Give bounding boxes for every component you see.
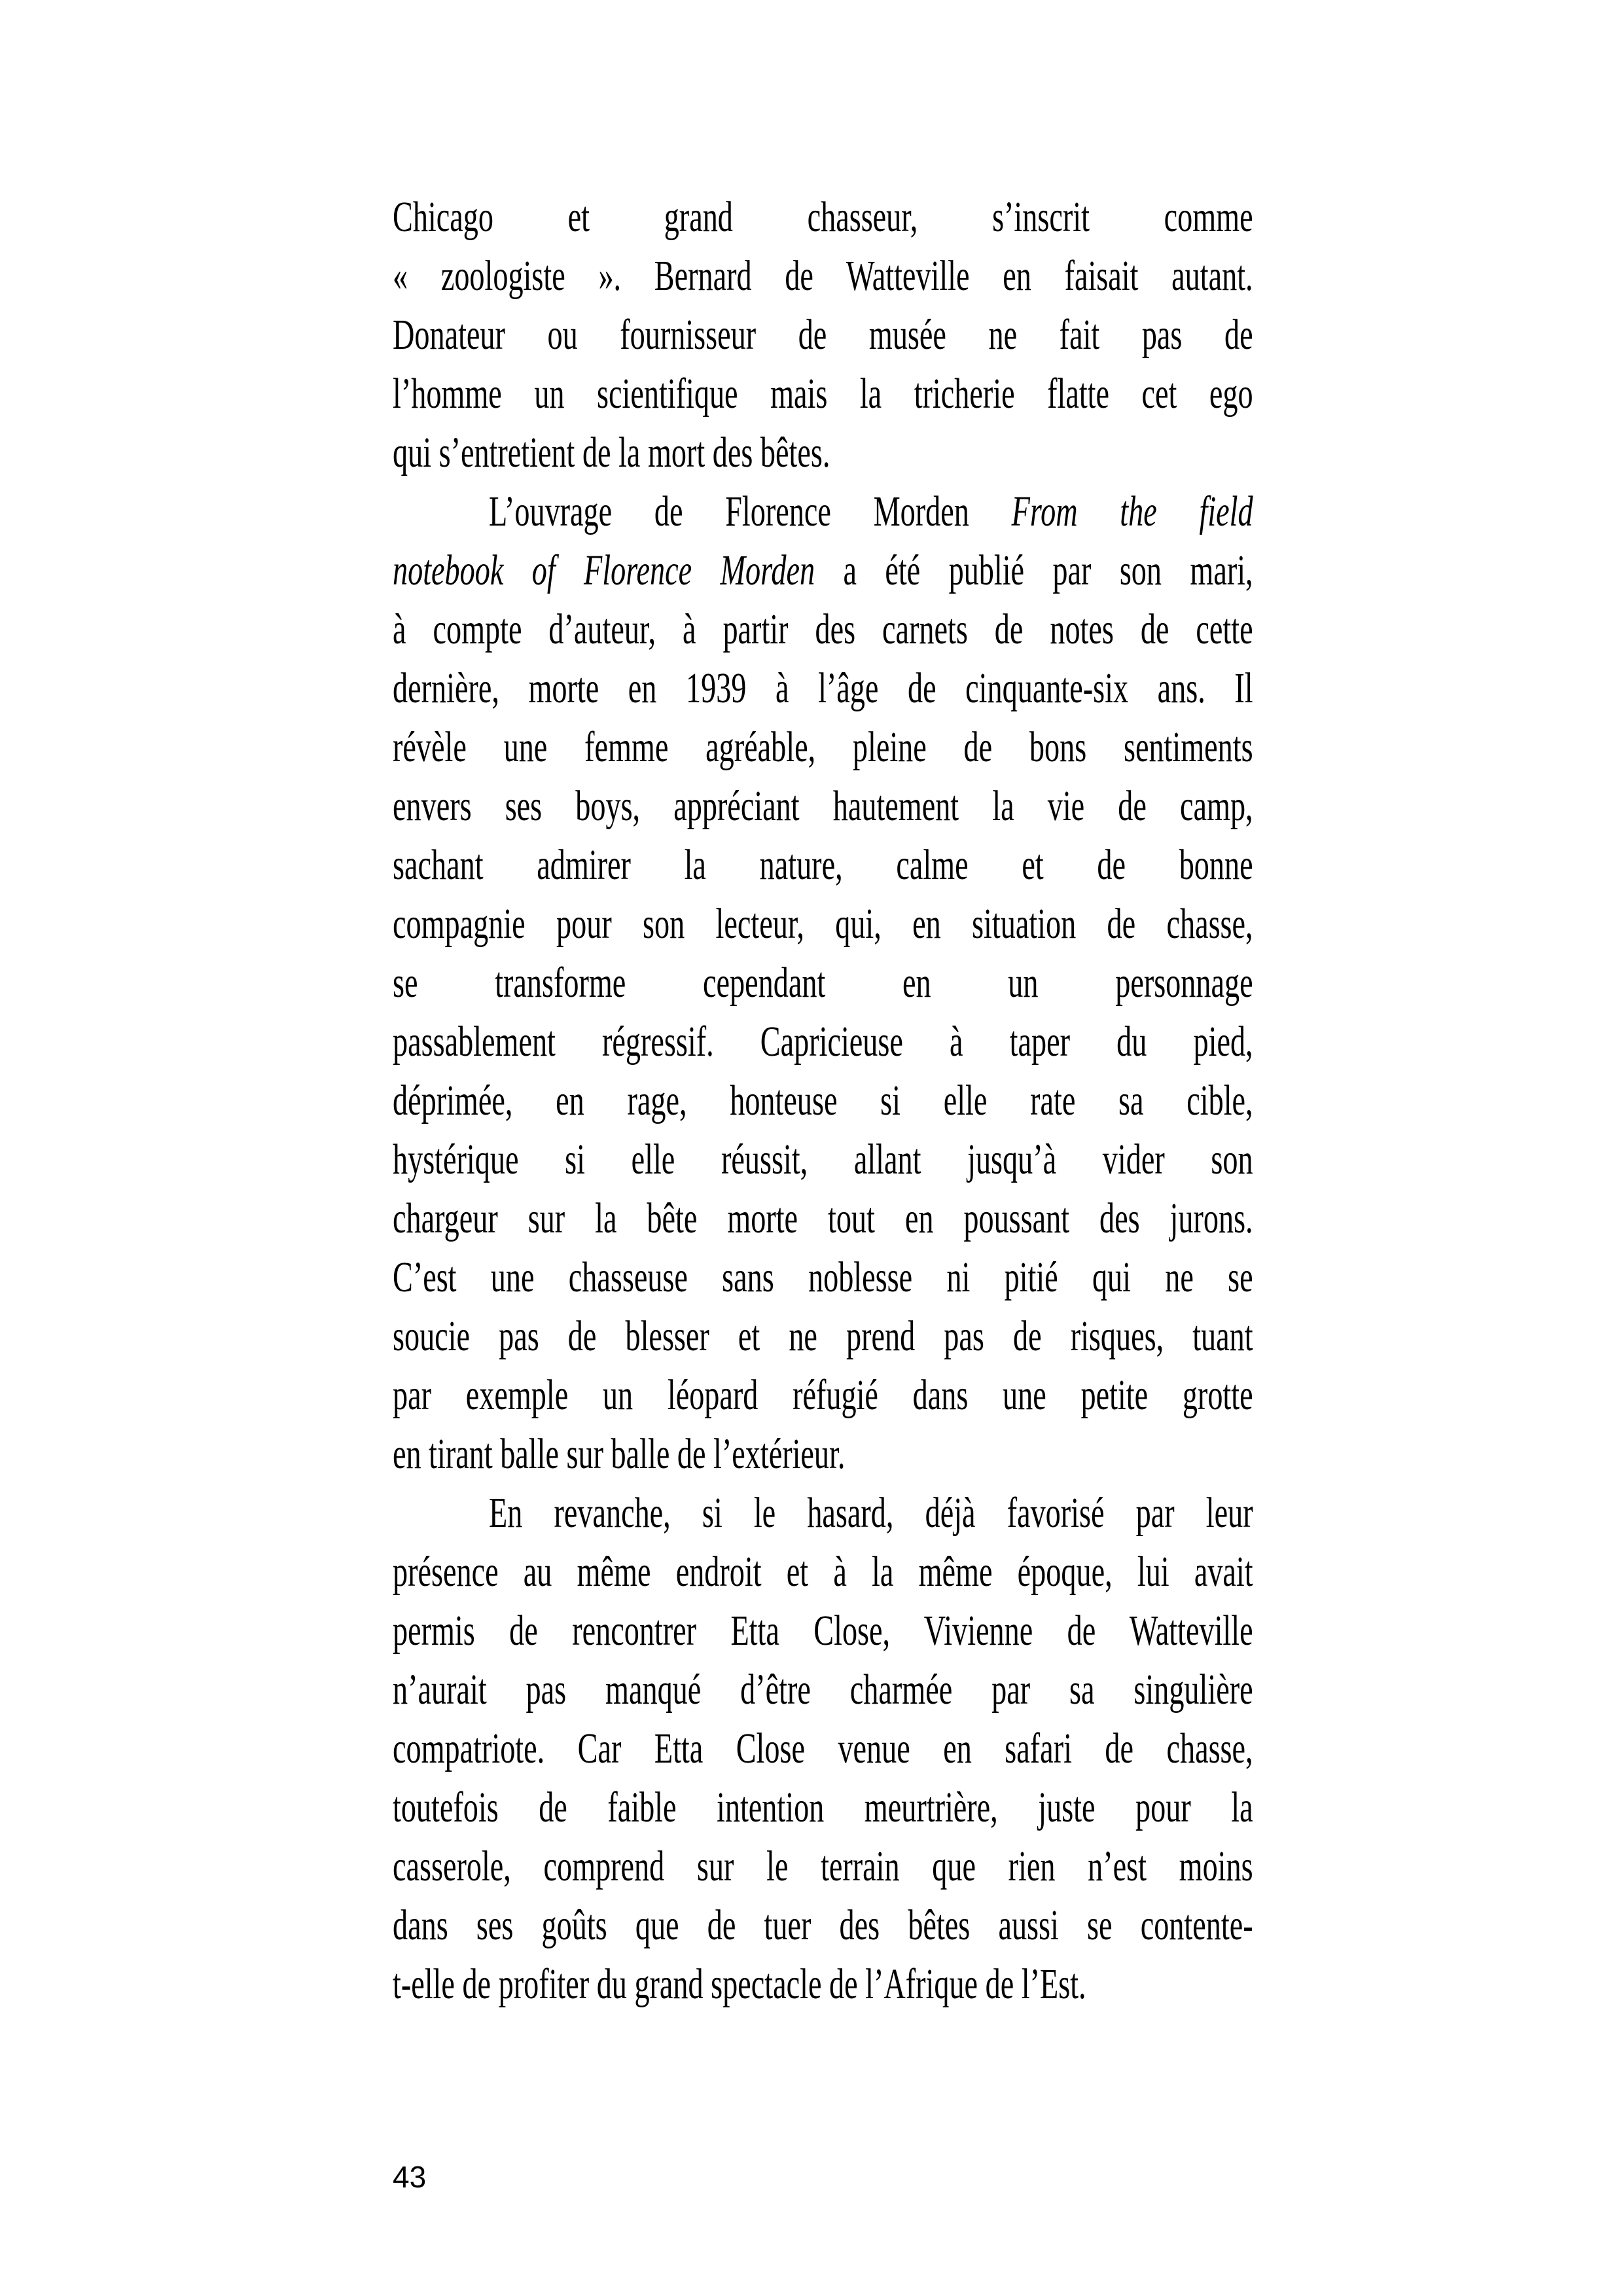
text-segment: dernière, morte en 1939 à l’âge de cinquante-six ans. Il bbox=[393, 664, 1253, 712]
text-line bbox=[393, 1248, 1253, 1307]
text-segment: en tirant balle sur balle de l’extérieur. bbox=[393, 1430, 846, 1478]
text-line bbox=[393, 600, 1253, 659]
text-segment: dans ses goûts que de tuer des bêtes aussi se contente- bbox=[393, 1901, 1253, 1949]
text-line bbox=[393, 306, 1253, 365]
text-segment: toutefois de faible intention meurtrière, juste pour la bbox=[393, 1784, 1253, 1831]
text-line bbox=[393, 1425, 1253, 1484]
text-line bbox=[393, 1955, 1253, 2014]
text-segment: « zoologiste ». Bernard de Watteville en faisait autant. bbox=[393, 252, 1253, 300]
text-segment: soucie pas de blesser et ne prend pas de risques, tuant bbox=[393, 1312, 1253, 1360]
text-segment: casserole, comprend sur le terrain que rien n’est moins bbox=[393, 1842, 1253, 1890]
text-segment: révèle une femme agréable, pleine de bons sentiments bbox=[393, 723, 1253, 771]
text-line bbox=[393, 1543, 1253, 1602]
text-segment: l’homme un scientifique mais la tricherie flatte cet ego bbox=[393, 370, 1253, 418]
text-segment: n’aurait pas manqué d’être charmée par sa singulière bbox=[393, 1666, 1253, 1713]
text-line bbox=[393, 1896, 1253, 1955]
text-segment: En revanche, si le hasard, déjà favorisé par leur bbox=[489, 1489, 1253, 1537]
text-line bbox=[393, 777, 1253, 836]
page-number: 43 bbox=[393, 2160, 427, 2194]
text-segment: à compte d’auteur, à partir des carnets de notes de cette bbox=[393, 605, 1253, 653]
text-segment: permis de rencontrer Etta Close, Vivienne de Watteville bbox=[393, 1607, 1253, 1655]
text-line bbox=[393, 1660, 1253, 1719]
text-line bbox=[393, 1366, 1253, 1425]
text-line bbox=[393, 188, 1253, 247]
text-line bbox=[393, 423, 1253, 482]
text-segment: chargeur sur la bête morte tout en poussant des jurons. bbox=[393, 1194, 1253, 1242]
text-segment: déprimée, en rage, honteuse si elle rate sa cible, bbox=[393, 1077, 1253, 1124]
text-line bbox=[393, 1189, 1253, 1248]
text-line bbox=[393, 718, 1253, 777]
text-line bbox=[393, 659, 1253, 718]
body-text bbox=[393, 188, 1253, 2014]
text-line bbox=[393, 895, 1253, 954]
text-line bbox=[393, 954, 1253, 1013]
text-line bbox=[393, 1484, 1253, 1543]
text-segment: compatriote. Car Etta Close venue en safari de chasse, bbox=[393, 1725, 1253, 1772]
text-line bbox=[393, 482, 1253, 541]
text-segment: qui s’entretient de la mort des bêtes. bbox=[393, 429, 830, 476]
text-segment: C’est une chasseuse sans noblesse ni pitié qui ne se bbox=[393, 1253, 1253, 1301]
text-line bbox=[393, 1071, 1253, 1130]
text-segment: hystérique si elle réussit, allant jusqu’à vider son bbox=[393, 1136, 1253, 1183]
text-line bbox=[393, 1778, 1253, 1837]
text-segment: a été publié par son mari, bbox=[815, 547, 1253, 594]
text-segment: Chicago et grand chasseur, s’inscrit comme bbox=[393, 193, 1253, 241]
text-segment: sachant admirer la nature, calme et de bonne bbox=[393, 841, 1253, 889]
text-line bbox=[393, 1602, 1253, 1660]
text-line bbox=[393, 836, 1253, 895]
text-line bbox=[393, 247, 1253, 306]
text-line bbox=[393, 1130, 1253, 1189]
italic-text-segment: From the field bbox=[1011, 488, 1253, 535]
text-line bbox=[393, 1837, 1253, 1896]
italic-text-segment: notebook of Florence Morden bbox=[393, 547, 815, 594]
text-segment: envers ses boys, appréciant hautement la vie de camp, bbox=[393, 782, 1253, 830]
text-line bbox=[393, 541, 1253, 600]
text-segment: Donateur ou fournisseur de musée ne fait pas de bbox=[393, 311, 1253, 359]
text-segment: passablement régressif. Capricieuse à taper du pied, bbox=[393, 1018, 1253, 1066]
text-line bbox=[393, 365, 1253, 423]
text-segment: présence au même endroit et à la même époque, lui avait bbox=[393, 1548, 1253, 1596]
text-line bbox=[393, 1013, 1253, 1071]
text-segment: compagnie pour son lecteur, qui, en situation de chasse, bbox=[393, 900, 1253, 948]
text-segment: par exemple un léopard réfugié dans une petite grotte bbox=[393, 1371, 1253, 1419]
text-line bbox=[393, 1719, 1253, 1778]
text-line bbox=[393, 1307, 1253, 1366]
text-segment: t-elle de profiter du grand spectacle de l’Afrique de l’Est. bbox=[393, 1960, 1086, 2008]
text-segment: L’ouvrage de Florence Morden bbox=[489, 488, 1012, 535]
text-segment: se transforme cependant en un personnage bbox=[393, 959, 1253, 1007]
